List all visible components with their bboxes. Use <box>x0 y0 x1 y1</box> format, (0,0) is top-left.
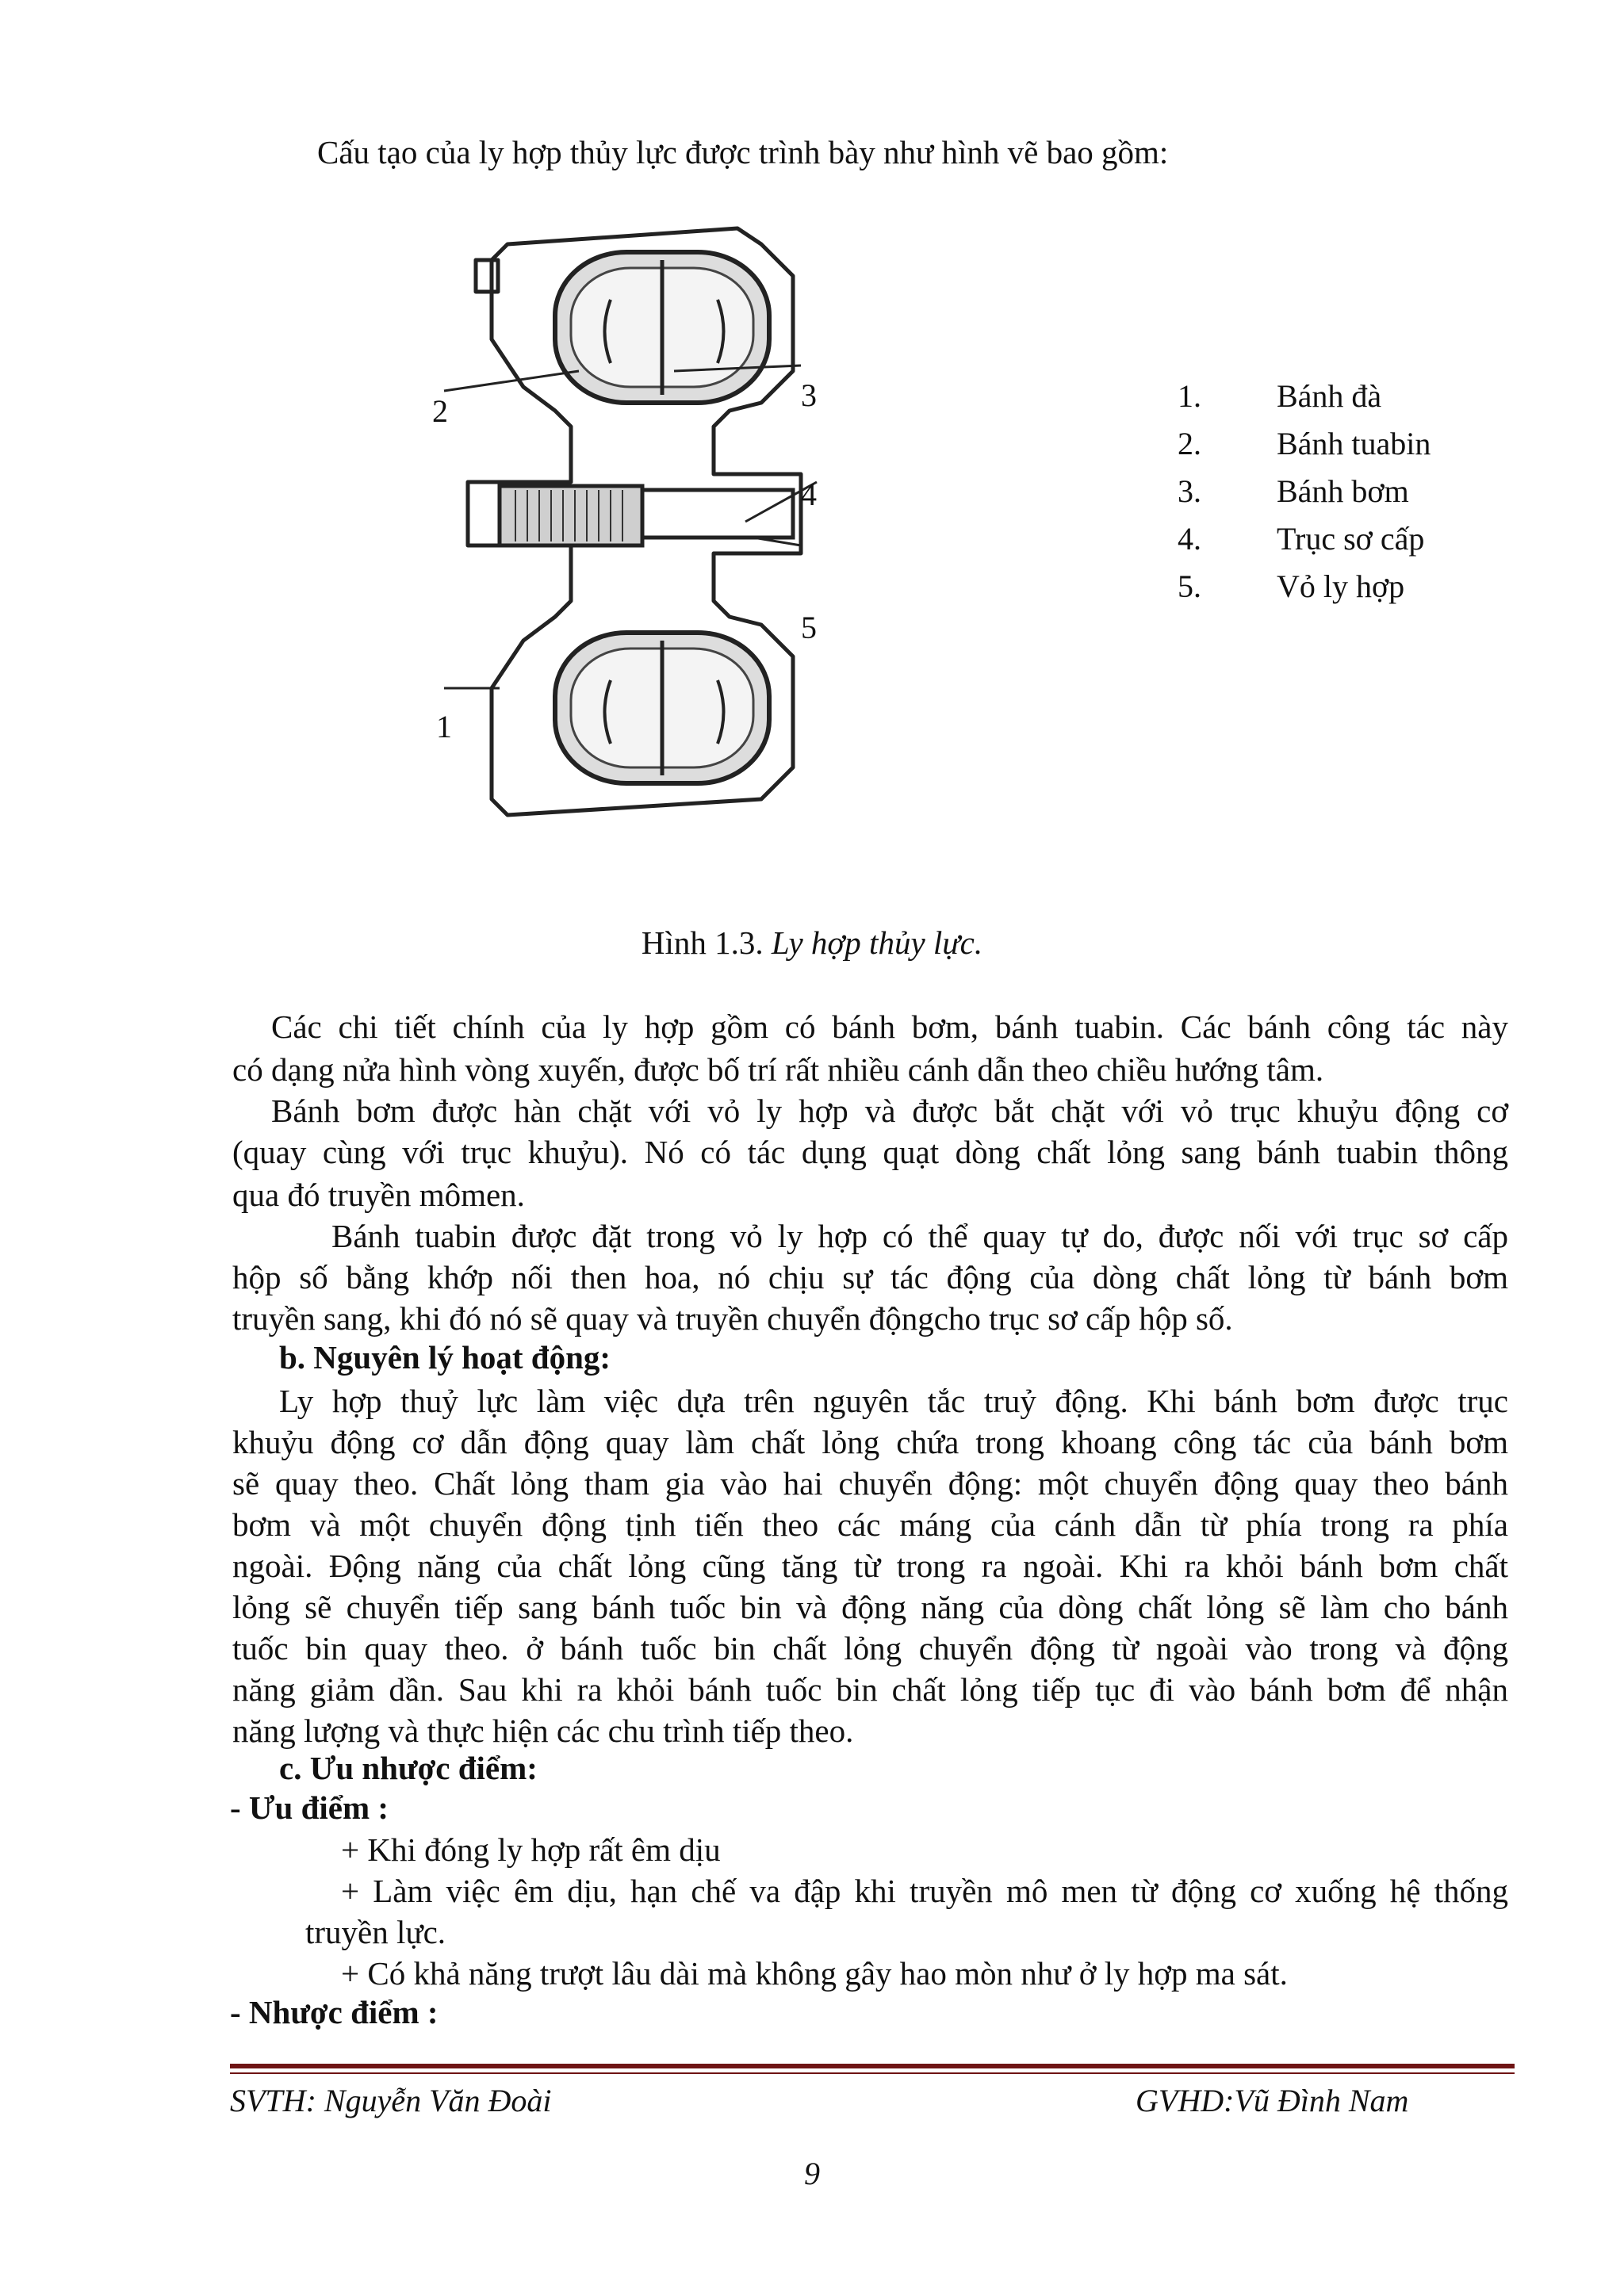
paragraph-line: lỏng sẽ chuyển tiếp sang bánh tuốc bin và động năng của dòng chất lỏng sẽ làm cho bánh <box>232 1589 1508 1625</box>
legend-label: Trục sơ cấp <box>1277 521 1425 557</box>
legend-item <box>1178 373 1431 420</box>
paragraph-line: tuốc bin quay theo. ở bánh tuốc bin chất lỏng chuyển động từ ngoài vào trong và động <box>232 1630 1508 1667</box>
advantage-item: + Có khả năng trượt lâu dài mà không gây hao mòn như ở ly hợp ma sát. <box>341 1955 1288 1992</box>
heading-c: c. Ưu nhược điểm: <box>279 1750 538 1786</box>
legend-label: Bánh bơm <box>1277 473 1409 509</box>
paragraph-line: Bánh bơm được hàn chặt với vỏ ly hợp và được bắt chặt với vỏ trục khuỷu động cơ <box>271 1093 1508 1129</box>
paragraph-line: Bánh tuabin được đặt trong vỏ ly hợp có thể quay tự do, được nối với trục sơ cấp <box>331 1218 1508 1254</box>
paragraph-line: khuỷu động cơ dẫn động quay làm chất lỏng chứa trong khoang công tác của bánh bơm <box>232 1424 1508 1460</box>
legend-item <box>1178 563 1431 610</box>
heading-nhuoc-diem: - Nhược điểm : <box>230 1994 439 2030</box>
legend-label: Bánh đà <box>1277 378 1382 414</box>
figure-caption <box>0 924 1624 962</box>
callout-2: 2 <box>432 393 448 429</box>
advantage-item-cont: truyền lực. <box>305 1914 446 1950</box>
caption-prefix: Hình 1.3. <box>641 924 772 961</box>
callout-5: 5 <box>801 610 817 645</box>
paragraph-line: (quay cùng với trục khuỷu). Nó có tác dụng quạt dòng chất lỏng sang bánh tuabin thông <box>232 1134 1508 1170</box>
footer-student: SVTH: Nguyễn Văn Đoài <box>230 2083 552 2118</box>
legend-label: Bánh tuabin <box>1277 426 1431 461</box>
legend-item <box>1178 420 1431 468</box>
page-number: 9 <box>804 2156 820 2191</box>
paragraph-line: có dạng nửa hình vòng xuyến, được bố trí rất nhiều cánh dẫn theo chiều hướng tâm. <box>232 1051 1324 1088</box>
intro-text: Cấu tạo của ly hợp thủy lực được trình bày như hình vẽ bao gồm: <box>317 134 1169 170</box>
footer-rule-thin <box>230 2072 1515 2074</box>
paragraph-line: truyền sang, khi đó nó sẽ quay và truyền chuyển độngcho trục sơ cấp hộp số. <box>232 1300 1233 1337</box>
paragraph-line: qua đó truyền mômen. <box>232 1177 525 1213</box>
callout-1: 1 <box>436 709 452 744</box>
legend-number: 2. <box>1178 426 1201 461</box>
lower-torus <box>555 633 769 783</box>
paragraph-line: bơm và một chuyển động tịnh tiến theo các máng của cánh dẫn từ phía trong ra phía <box>232 1506 1508 1543</box>
legend-label: Vỏ ly hợp <box>1277 568 1405 604</box>
callout-3: 3 <box>801 377 817 413</box>
footer-advisor: GVHD:Vũ Đình Nam <box>1136 2083 1409 2118</box>
paragraph-line: năng giảm dần. Sau khi ra khỏi bánh tuốc bin chất lỏng tiếp tục đi vào bánh bơm để nhận <box>232 1671 1508 1708</box>
paragraph-line: Ly hợp thuỷ lực làm việc dựa trên nguyên tắc truỷ động. Khi bánh bơm được trục <box>279 1383 1508 1419</box>
legend-item <box>1178 515 1431 563</box>
input-shaft <box>642 490 793 538</box>
advantage-item: + Khi đóng ly hợp rất êm dịu <box>341 1831 721 1868</box>
leader-2 <box>444 371 579 391</box>
paragraph-line: ngoài. Động năng của chất lỏng cũng tăng từ trong ra ngoài. Khi ra khỏi bánh bơm chất <box>232 1548 1508 1584</box>
heading-b: b. Nguyên lý hoạt động: <box>279 1339 611 1376</box>
upper-torus <box>555 252 769 403</box>
legend-item <box>1178 468 1431 515</box>
advantage-item: + Làm việc êm dịu, hạn chế va đập khi truyền mô men từ động cơ xuống hệ thống <box>341 1873 1508 1909</box>
caption-title: Ly hợp thủy lực. <box>771 924 983 961</box>
fluid-coupling-diagram <box>412 212 856 847</box>
bolt-shape <box>476 260 498 292</box>
legend-number: 3. <box>1178 473 1201 509</box>
footer-rule <box>230 2064 1515 2068</box>
hub-and-shaft <box>500 486 793 545</box>
paragraph-line: Các chi tiết chính của ly hợp gồm có bánh bơm, bánh tuabin. Các bánh công tác này <box>271 1008 1508 1045</box>
legend-number: 5. <box>1178 568 1201 604</box>
callout-4: 4 <box>801 476 817 512</box>
heading-uu-diem: - Ưu điểm : <box>230 1789 389 1826</box>
figure-legend <box>1178 373 1431 610</box>
paragraph-line: năng lượng và thực hiện các chu trình tiếp theo. <box>232 1712 854 1749</box>
paragraph-line: sẽ quay theo. Chất lỏng tham gia vào hai chuyển động: một chuyển động quay theo bánh <box>232 1465 1508 1502</box>
legend-number: 4. <box>1178 521 1201 557</box>
legend-number: 1. <box>1178 378 1201 414</box>
paragraph-line: hộp số bằng khớp nối then hoa, nó chịu sự tác động của dòng chất lỏng từ bánh bơm <box>232 1259 1508 1295</box>
